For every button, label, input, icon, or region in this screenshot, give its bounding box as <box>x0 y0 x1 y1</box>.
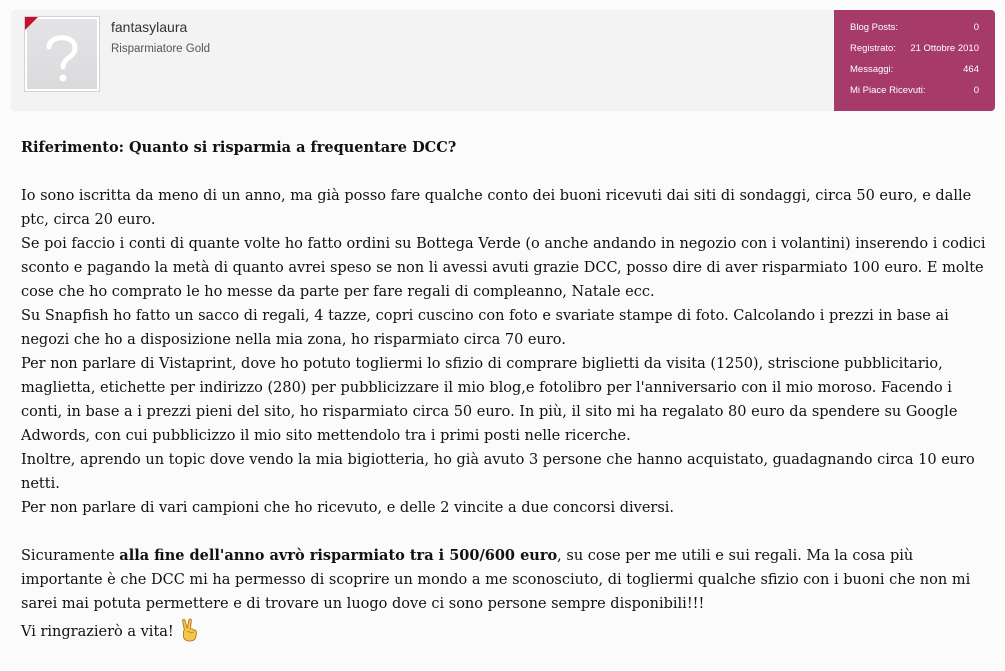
spacer <box>21 160 993 184</box>
stat-messages <box>850 64 979 78</box>
post-conclusion <box>21 544 993 616</box>
stat-likes <box>850 85 979 99</box>
avatar[interactable] <box>24 16 100 92</box>
user-rank: Risparmiatore Gold <box>111 43 211 55</box>
post-paragraph: Per non parlare di vari campioni che ho ricevuto, e delle 2 vincite a due concorsi diversi. <box>21 500 675 516</box>
post-paragraph: Per non parlare di Vistaprint, dove ho potuto togliermi lo sfizio di comprare biglietti da visita (1250), striscione pubblicitario, maglietta, etichette per indirizzo (280) per pubblicizzare il mio blog,e fotolibro per l'anniversario con il mio moroso. Facendo i conti, in base a i prezzi pieni del sito, ho risparmiato circa 50 euro. In più, il sito mi ha regalato 80 euro da spendere su Google Adwords, con cui pubblicizzo il mio sito mettendolo tra i primi posti nelle ricerche. <box>21 356 958 444</box>
stat-label: Blog Posts: <box>850 22 899 33</box>
default-avatar-icon <box>25 17 99 91</box>
stat-value: 0 <box>973 85 979 96</box>
stat-value: 21 Ottobre 2010 <box>910 43 979 54</box>
post-body <box>21 136 993 644</box>
stat-label: Messaggi: <box>850 64 894 75</box>
user-stats-panel <box>834 10 995 111</box>
conclusion-rest: , su cose per me utili e sui regali. Ma la cosa più importante è che DCC mi ha permesso di scoprire un mondo a me sconosciuto, di togliermi qualche sfizio con i buoni che non mi sarei mai potuta permettere e di trovare un luogo dove ci sono persone sempre disponibili!!! <box>21 548 971 612</box>
stat-label: Mi Piace Ricevuti: <box>850 85 926 96</box>
post-header <box>11 10 995 111</box>
post-subject: Riferimento: Quanto si risparmia a frequentare DCC? <box>21 139 457 156</box>
username-link[interactable]: fantasylaura <box>111 19 188 35</box>
conclusion-prefix: Sicuramente <box>21 548 120 564</box>
post-closing <box>21 618 993 644</box>
post-paragraph: Su Snapfish ho fatto un sacco di regali, 4 tazze, copri cuscino con foto e svariate stampe di foto. Calcolando i prezzi in base ai negozi che ho a disposizione nella mia zona, ho risparmiato circa 70 euro. <box>21 308 949 348</box>
spacer <box>21 520 993 544</box>
post-paragraph: Io sono iscritta da meno di un anno, ma già posso fare qualche conto dei buoni ricevuti dai siti di sondaggi, circa 50 euro, e dalle ptc, circa 20 euro. <box>21 188 972 228</box>
closing-text: Vi ringrazierò a vita! <box>21 624 174 640</box>
victory-hand-icon <box>178 618 200 642</box>
stat-value[interactable]: 0 <box>973 22 979 33</box>
stat-value[interactable]: 464 <box>963 64 979 75</box>
conclusion-bold: alla fine dell'anno avrò risparmiato tra i 500/600 euro <box>119 547 558 564</box>
stat-blog-posts <box>850 22 979 36</box>
stat-registered <box>850 43 979 57</box>
post-paragraph: Inoltre, aprendo un topic dove vendo la mia bigiotteria, ho già avuto 3 persone che hanno acquistato, guadagnando circa 10 euro netti. <box>21 452 975 492</box>
post-paragraph: Se poi faccio i conti di quante volte ho fatto ordini su Bottega Verde (o anche andando in negozio con i volantini) inserendo i codici sconto e pagando la metà di quanto avrei speso se non li avessi avuti grazie DCC, posso dire di aver risparmiato 100 euro. E molte cose che ho comprato le ho messe da parte per fare regali di compleanno, Natale ecc. <box>21 236 986 300</box>
stat-label: Registrato: <box>850 43 896 54</box>
